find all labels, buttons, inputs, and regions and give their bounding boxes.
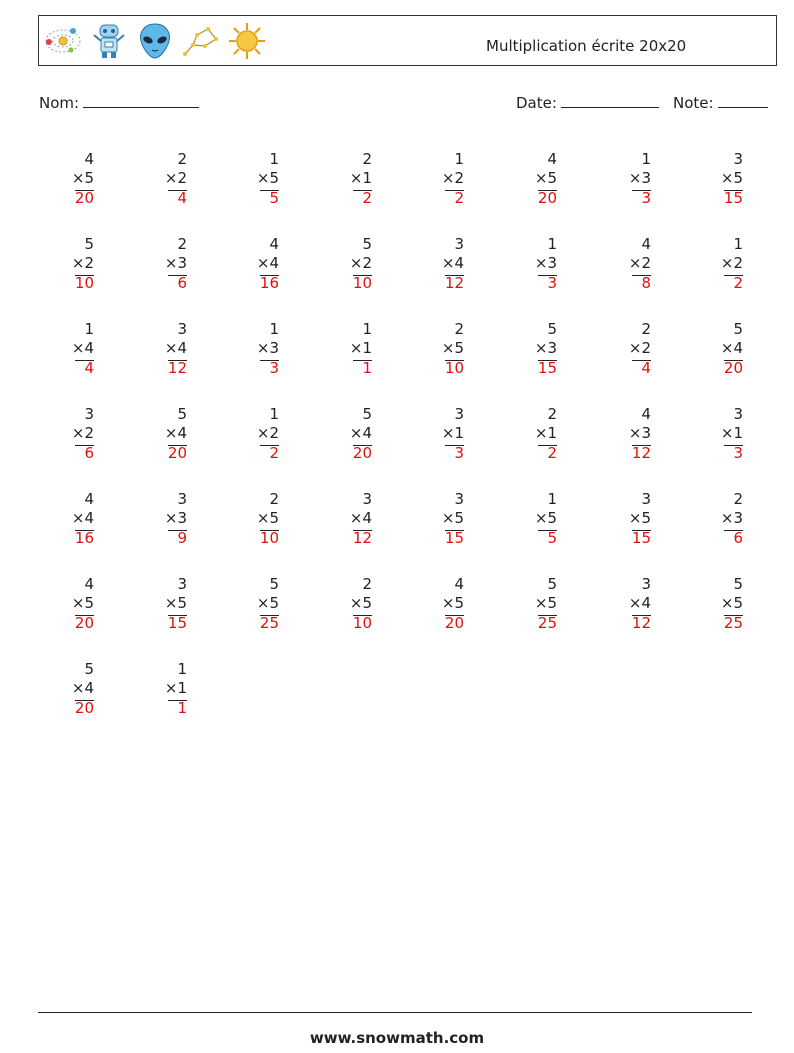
problem-card bbox=[424, 489, 464, 549]
multiplier: ×3 bbox=[720, 509, 743, 527]
answer: 6 bbox=[177, 274, 187, 292]
problem-card bbox=[517, 574, 557, 634]
answer: 5 bbox=[547, 529, 557, 547]
multiplicand: 5 bbox=[177, 405, 187, 423]
multiplicand: 4 bbox=[547, 150, 557, 168]
answer: 12 bbox=[352, 529, 372, 547]
multiplicand: 4 bbox=[641, 405, 651, 423]
multiplier: ×5 bbox=[441, 509, 464, 527]
problem-card bbox=[424, 149, 464, 209]
multiplicand: 5 bbox=[84, 235, 94, 253]
answer: 12 bbox=[631, 614, 651, 632]
answer: 5 bbox=[269, 189, 279, 207]
multiplier: ×3 bbox=[628, 169, 651, 187]
multiplier: ×4 bbox=[628, 594, 651, 612]
problem-card bbox=[54, 574, 94, 634]
multiplicand: 3 bbox=[84, 405, 94, 423]
multiplier: ×5 bbox=[256, 169, 279, 187]
multiplicand: 4 bbox=[84, 490, 94, 508]
multiplier: ×4 bbox=[441, 254, 464, 272]
multiplicand: 1 bbox=[269, 150, 279, 168]
answer: 2 bbox=[454, 189, 464, 207]
problem-card bbox=[703, 404, 743, 464]
multiplier: ×2 bbox=[164, 169, 187, 187]
multiplier: ×2 bbox=[628, 339, 651, 357]
multiplicand: 1 bbox=[547, 235, 557, 253]
problem-card bbox=[332, 404, 372, 464]
multiplicand: 1 bbox=[177, 660, 187, 678]
problem-card bbox=[424, 234, 464, 294]
answer: 4 bbox=[641, 359, 651, 377]
answer: 1 bbox=[362, 359, 372, 377]
answer: 6 bbox=[733, 529, 743, 547]
multiplier: ×2 bbox=[256, 424, 279, 442]
answer: 20 bbox=[167, 444, 187, 462]
problem-card bbox=[703, 149, 743, 209]
answer: 20 bbox=[74, 614, 94, 632]
problem-card bbox=[239, 319, 279, 379]
problem-card bbox=[611, 489, 651, 549]
multiplier: ×5 bbox=[164, 594, 187, 612]
multiplier: ×5 bbox=[441, 339, 464, 357]
answer: 4 bbox=[177, 189, 187, 207]
multiplier: ×4 bbox=[71, 509, 94, 527]
multiplier: ×5 bbox=[534, 169, 557, 187]
multiplicand: 4 bbox=[641, 235, 651, 253]
multiplicand: 2 bbox=[269, 490, 279, 508]
multiplicand: 5 bbox=[362, 235, 372, 253]
multiplier: ×4 bbox=[71, 679, 94, 697]
answer: 10 bbox=[444, 359, 464, 377]
name-label: Nom: bbox=[39, 94, 80, 112]
answer: 20 bbox=[537, 189, 557, 207]
answer: 3 bbox=[733, 444, 743, 462]
answer: 3 bbox=[547, 274, 557, 292]
problem-card bbox=[703, 234, 743, 294]
problem-card bbox=[147, 489, 187, 549]
footer-divider bbox=[38, 1012, 752, 1013]
problem-card bbox=[424, 574, 464, 634]
problem-card bbox=[517, 234, 557, 294]
multiplicand: 2 bbox=[362, 575, 372, 593]
multiplicand: 5 bbox=[733, 320, 743, 338]
problem-card bbox=[611, 404, 651, 464]
problem-card bbox=[147, 574, 187, 634]
multiplier: ×1 bbox=[349, 169, 372, 187]
multiplicand: 1 bbox=[84, 320, 94, 338]
problem-card bbox=[54, 404, 94, 464]
problem-card bbox=[611, 319, 651, 379]
answer: 16 bbox=[259, 274, 279, 292]
answer: 25 bbox=[537, 614, 557, 632]
multiplicand: 1 bbox=[454, 150, 464, 168]
worksheet-title: Multiplication écrite 20x20 bbox=[486, 37, 687, 55]
multiplicand: 3 bbox=[454, 235, 464, 253]
answer: 15 bbox=[167, 614, 187, 632]
multiplier: ×3 bbox=[164, 509, 187, 527]
multiplicand: 2 bbox=[547, 405, 557, 423]
multiplicand: 3 bbox=[177, 575, 187, 593]
multiplier: ×1 bbox=[164, 679, 187, 697]
problem-card bbox=[239, 149, 279, 209]
answer: 20 bbox=[74, 699, 94, 717]
multiplier: ×2 bbox=[720, 254, 743, 272]
multiplier: ×4 bbox=[256, 254, 279, 272]
problem-card bbox=[424, 404, 464, 464]
problem-card bbox=[517, 319, 557, 379]
multiplicand: 4 bbox=[454, 575, 464, 593]
multiplicand: 5 bbox=[84, 660, 94, 678]
problem-card bbox=[611, 149, 651, 209]
multiplicand: 1 bbox=[269, 320, 279, 338]
multiplier: ×3 bbox=[256, 339, 279, 357]
multiplicand: 3 bbox=[733, 405, 743, 423]
problem-card bbox=[239, 234, 279, 294]
multiplier: ×1 bbox=[720, 424, 743, 442]
problem-card bbox=[147, 404, 187, 464]
multiplicand: 1 bbox=[547, 490, 557, 508]
problem-card bbox=[147, 659, 187, 719]
multiplicand: 3 bbox=[454, 405, 464, 423]
multiplier: ×4 bbox=[349, 509, 372, 527]
multiplier: ×2 bbox=[71, 424, 94, 442]
problem-card bbox=[332, 319, 372, 379]
answer: 15 bbox=[631, 529, 651, 547]
answer: 4 bbox=[84, 359, 94, 377]
multiplier: ×2 bbox=[628, 254, 651, 272]
multiplicand: 5 bbox=[733, 575, 743, 593]
multiplicand: 5 bbox=[547, 320, 557, 338]
answer: 15 bbox=[537, 359, 557, 377]
problem-card bbox=[611, 574, 651, 634]
answer: 6 bbox=[84, 444, 94, 462]
footer-url: www.snowmath.com bbox=[309, 1029, 485, 1047]
multiplicand: 2 bbox=[454, 320, 464, 338]
multiplier: ×5 bbox=[534, 594, 557, 612]
multiplier: ×4 bbox=[720, 339, 743, 357]
multiplier: ×2 bbox=[349, 254, 372, 272]
multiplier: ×5 bbox=[441, 594, 464, 612]
multiplicand: 4 bbox=[269, 235, 279, 253]
answer: 25 bbox=[259, 614, 279, 632]
multiplicand: 2 bbox=[177, 235, 187, 253]
answer: 16 bbox=[74, 529, 94, 547]
problem-card bbox=[147, 149, 187, 209]
multiplier: ×4 bbox=[164, 424, 187, 442]
multiplicand: 4 bbox=[84, 575, 94, 593]
answer: 2 bbox=[733, 274, 743, 292]
answer: 10 bbox=[74, 274, 94, 292]
problem-card bbox=[332, 234, 372, 294]
problem-card bbox=[517, 404, 557, 464]
answer: 2 bbox=[547, 444, 557, 462]
problem-card bbox=[54, 149, 94, 209]
problem-card bbox=[239, 489, 279, 549]
multiplier: ×5 bbox=[534, 509, 557, 527]
multiplier: ×4 bbox=[164, 339, 187, 357]
multiplier: ×2 bbox=[441, 169, 464, 187]
multiplicand: 1 bbox=[269, 405, 279, 423]
date-label: Date: bbox=[516, 94, 557, 112]
answer: 3 bbox=[454, 444, 464, 462]
answer: 10 bbox=[352, 274, 372, 292]
multiplier: ×1 bbox=[534, 424, 557, 442]
multiplicand: 2 bbox=[177, 150, 187, 168]
problem-card bbox=[147, 319, 187, 379]
multiplicand: 3 bbox=[177, 490, 187, 508]
multiplicand: 3 bbox=[177, 320, 187, 338]
answer: 15 bbox=[723, 189, 743, 207]
multiplier: ×5 bbox=[628, 509, 651, 527]
multiplier: ×5 bbox=[256, 594, 279, 612]
problem-card bbox=[239, 404, 279, 464]
grade-label: Note: bbox=[673, 94, 714, 112]
answer: 25 bbox=[723, 614, 743, 632]
problem-card bbox=[424, 319, 464, 379]
answer: 15 bbox=[444, 529, 464, 547]
multiplicand: 5 bbox=[269, 575, 279, 593]
multiplier: ×5 bbox=[720, 169, 743, 187]
multiplicand: 3 bbox=[733, 150, 743, 168]
multiplier: ×1 bbox=[441, 424, 464, 442]
answer: 1 bbox=[177, 699, 187, 717]
problem-card bbox=[332, 574, 372, 634]
problem-card bbox=[239, 574, 279, 634]
answer: 20 bbox=[74, 189, 94, 207]
multiplicand: 3 bbox=[454, 490, 464, 508]
multiplicand: 2 bbox=[362, 150, 372, 168]
multiplicand: 2 bbox=[733, 490, 743, 508]
multiplicand: 1 bbox=[641, 150, 651, 168]
multiplicand: 1 bbox=[733, 235, 743, 253]
problem-card bbox=[703, 574, 743, 634]
problem-card bbox=[54, 659, 94, 719]
problem-card bbox=[54, 489, 94, 549]
multiplier: ×3 bbox=[534, 339, 557, 357]
problem-card bbox=[332, 489, 372, 549]
answer: 2 bbox=[362, 189, 372, 207]
multiplicand: 1 bbox=[362, 320, 372, 338]
multiplier: ×3 bbox=[534, 254, 557, 272]
problem-card bbox=[517, 489, 557, 549]
answer: 8 bbox=[641, 274, 651, 292]
answer: 3 bbox=[269, 359, 279, 377]
problem-card bbox=[611, 234, 651, 294]
problem-card bbox=[703, 489, 743, 549]
answer: 12 bbox=[444, 274, 464, 292]
answer: 9 bbox=[177, 529, 187, 547]
answer: 10 bbox=[259, 529, 279, 547]
multiplier: ×4 bbox=[71, 339, 94, 357]
answer: 10 bbox=[352, 614, 372, 632]
problem-card bbox=[517, 149, 557, 209]
multiplicand: 5 bbox=[547, 575, 557, 593]
answer: 12 bbox=[167, 359, 187, 377]
answer: 20 bbox=[723, 359, 743, 377]
problem-card bbox=[147, 234, 187, 294]
problem-card bbox=[703, 319, 743, 379]
problem-card bbox=[332, 149, 372, 209]
multiplicand: 2 bbox=[641, 320, 651, 338]
answer: 3 bbox=[641, 189, 651, 207]
multiplier: ×5 bbox=[349, 594, 372, 612]
multiplier: ×2 bbox=[71, 254, 94, 272]
multiplicand: 3 bbox=[641, 575, 651, 593]
answer: 20 bbox=[352, 444, 372, 462]
problem-card bbox=[54, 319, 94, 379]
multiplier: ×3 bbox=[164, 254, 187, 272]
multiplier: ×5 bbox=[256, 509, 279, 527]
answer: 12 bbox=[631, 444, 651, 462]
multiplicand: 4 bbox=[84, 150, 94, 168]
problem-card bbox=[54, 234, 94, 294]
answer: 2 bbox=[269, 444, 279, 462]
multiplier: ×3 bbox=[628, 424, 651, 442]
multiplicand: 3 bbox=[641, 490, 651, 508]
multiplicand: 3 bbox=[362, 490, 372, 508]
multiplicand: 5 bbox=[362, 405, 372, 423]
multiplier: ×1 bbox=[349, 339, 372, 357]
multiplier: ×4 bbox=[349, 424, 372, 442]
answer: 20 bbox=[444, 614, 464, 632]
multiplier: ×5 bbox=[71, 169, 94, 187]
multiplier: ×5 bbox=[71, 594, 94, 612]
multiplier: ×5 bbox=[720, 594, 743, 612]
